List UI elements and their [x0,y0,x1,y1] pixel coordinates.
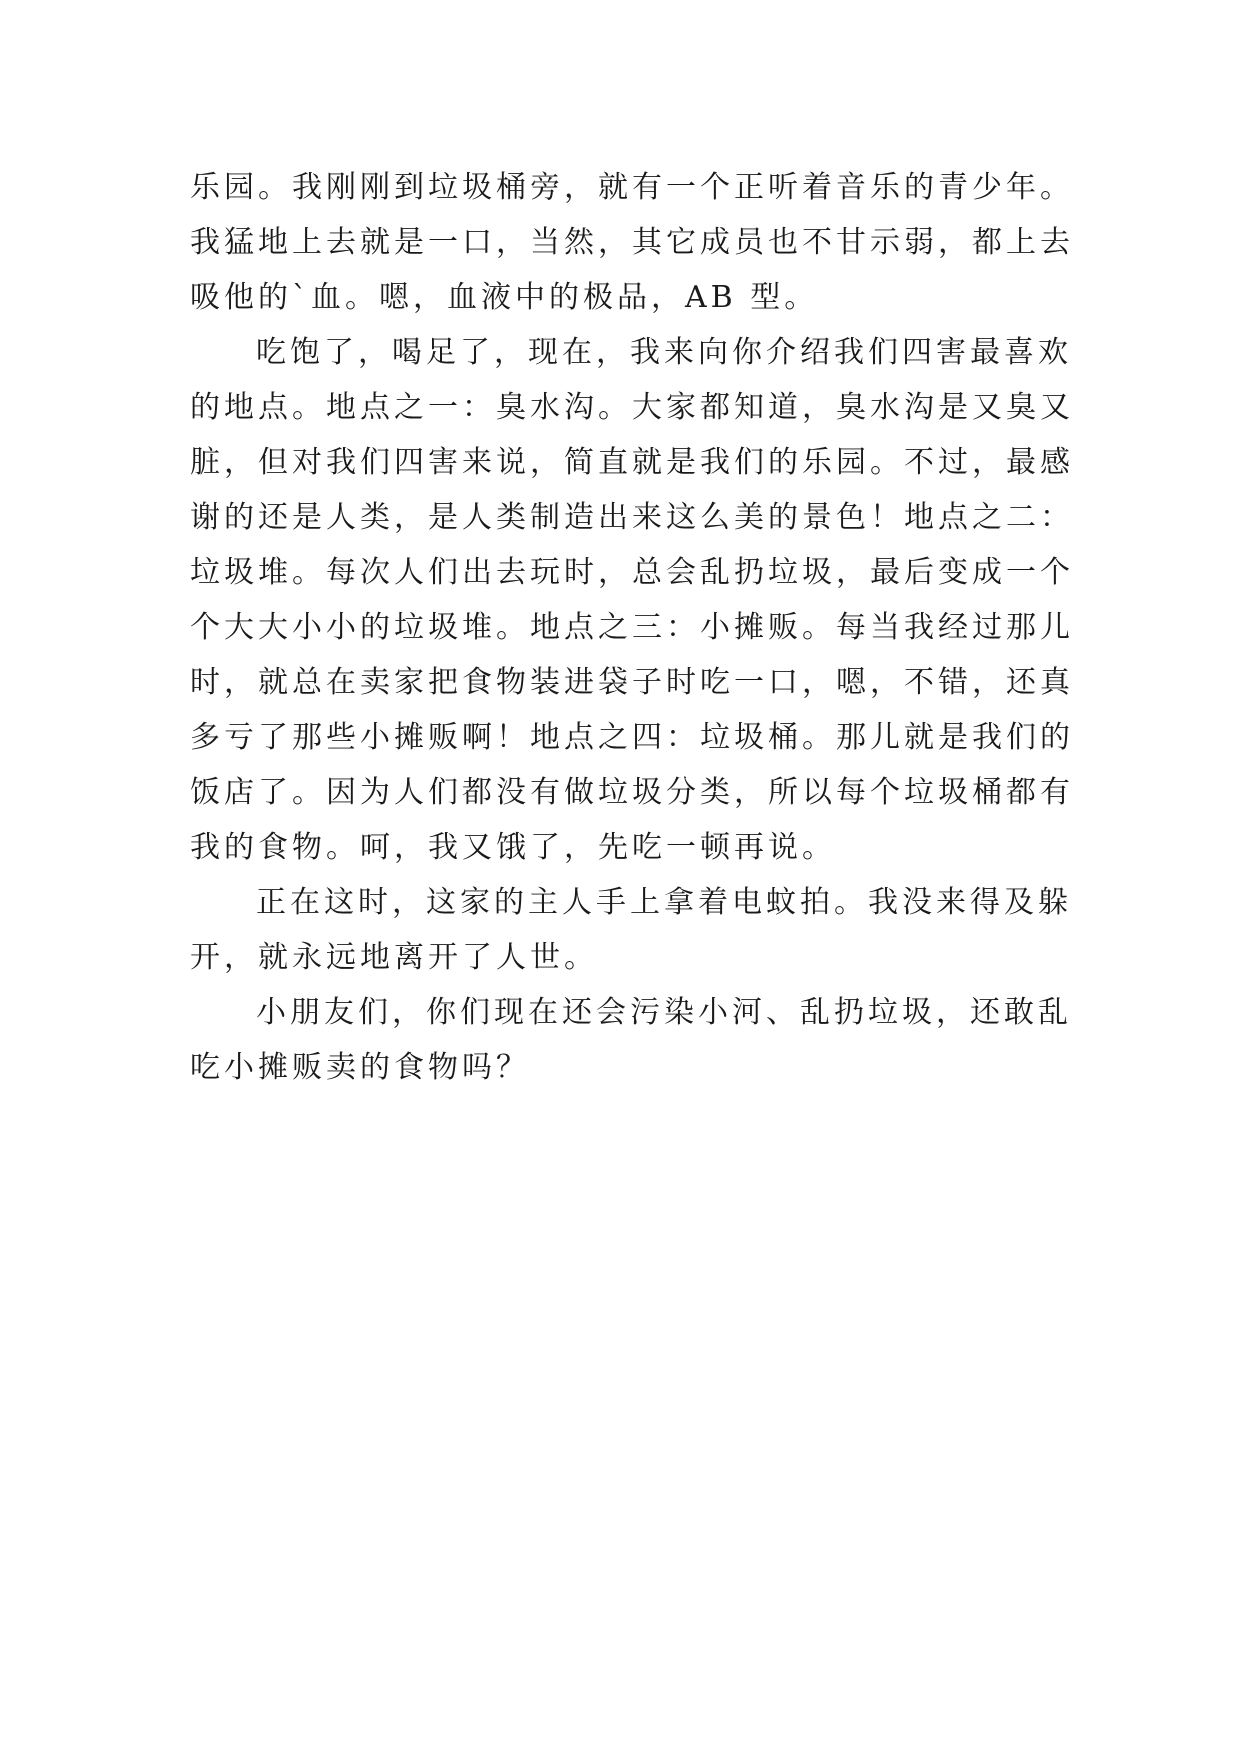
text-line: 我猛地上去就是一口，当然，其它成员也不甘示弱，都上去 [190,225,1074,260]
text-line: 吃饱了，喝足了，现在，我来向你介绍我们四害最喜欢 [256,335,1072,370]
text-line: 谢的还是人类，是人类制造出来这么美的景色！地点之二： [190,500,1074,535]
paragraph-3 [190,875,1072,985]
text-line: 吃小摊贩卖的食物吗？ [190,1050,530,1085]
paragraph-1 [190,160,1074,325]
text-line: 的地点。地点之一：臭水沟。大家都知道，臭水沟是又臭又 [190,390,1074,425]
text-line: 吸他的`血。嗯，血液中的极品，AB 型。 [190,280,819,315]
text-line: 垃圾堆。每次人们出去玩时，总会乱扔垃圾，最后变成一个 [190,555,1074,590]
text-line: 时，就总在卖家把食物装进袋子时吃一口，嗯，不错，还真 [190,665,1074,700]
text-line: 正在这时，这家的主人手上拿着电蚊拍。我没来得及躲 [256,885,1072,920]
text-line: 个大大小小的垃圾堆。地点之三：小摊贩。每当我经过那儿 [190,610,1074,645]
paragraph-4 [190,985,1072,1095]
text-line: 多亏了那些小摊贩啊！地点之四：垃圾桶。那儿就是我们的 [190,720,1074,755]
document-body [190,160,1074,1095]
text-line: 饭店了。因为人们都没有做垃圾分类，所以每个垃圾桶都有 [190,775,1074,810]
text-line: 我的食物。呵，我又饿了，先吃一顿再说。 [190,830,836,865]
paragraph-2 [190,325,1074,875]
text-line: 小朋友们，你们现在还会污染小河、乱扔垃圾，还敢乱 [256,995,1072,1030]
text-line: 开，就永远地离开了人世。 [190,940,598,975]
text-line: 脏，但对我们四害来说，简直就是我们的乐园。不过，最感 [190,445,1074,480]
text-line: 乐园。我刚刚到垃圾桶旁，就有一个正听着音乐的青少年。 [190,170,1074,205]
